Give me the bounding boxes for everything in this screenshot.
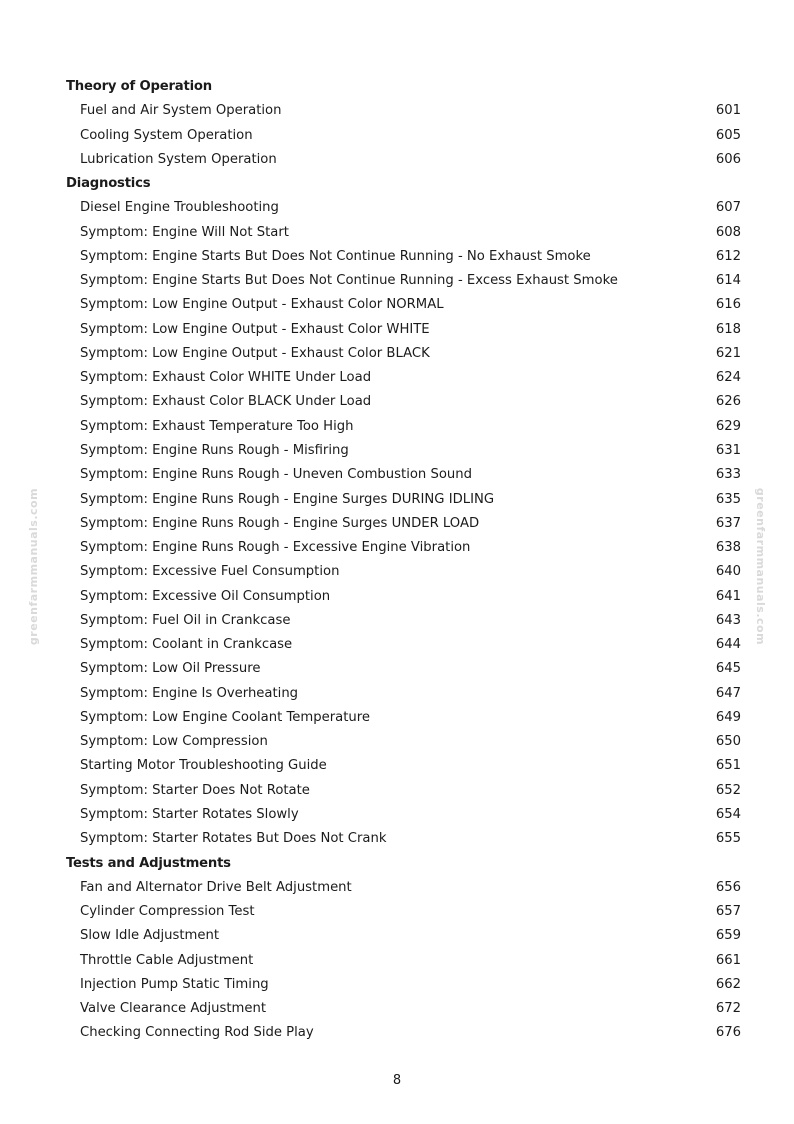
entry-page-number: 601 xyxy=(715,103,741,119)
entry-title: Symptom: Engine Runs Rough - Engine Surges DURING IDLING xyxy=(80,491,495,507)
entry-title: Throttle Cable Adjustment xyxy=(80,952,254,968)
entry-page-number: 654 xyxy=(715,806,741,822)
toc-entry[interactable] xyxy=(0,342,794,366)
section-title: Tests and Adjustments xyxy=(66,855,231,871)
entry-title: Symptom: Engine Runs Rough - Uneven Combustion Sound xyxy=(80,467,473,483)
entry-title: Symptom: Low Engine Output - Exhaust Color WHITE xyxy=(80,321,430,337)
toc-entry[interactable] xyxy=(0,779,794,803)
entry-page-number: 637 xyxy=(715,515,741,531)
entry-title: Injection Pump Static Timing xyxy=(80,976,269,992)
entry-title: Symptom: Starter Does Not Rotate xyxy=(80,782,310,798)
entry-page-number: 655 xyxy=(715,831,741,847)
entry-page-number: 616 xyxy=(715,297,741,313)
entry-page-number: 606 xyxy=(715,151,741,167)
entry-title: Symptom: Exhaust Color WHITE Under Load xyxy=(80,370,372,386)
toc-entry[interactable] xyxy=(0,997,794,1021)
entry-title: Symptom: Engine Starts But Does Not Continue Running - Excess Exhaust Smoke xyxy=(80,273,618,289)
toc-entry[interactable] xyxy=(0,318,794,342)
entry-title: Fuel and Air System Operation xyxy=(80,103,282,119)
toc-entry[interactable] xyxy=(0,803,794,827)
entry-page-number: 605 xyxy=(715,127,741,143)
toc-entry[interactable] xyxy=(0,973,794,997)
entry-title: Symptom: Starter Rotates But Does Not Crank xyxy=(80,831,387,847)
toc-entry[interactable] xyxy=(0,269,794,293)
section-title: Theory of Operation xyxy=(66,79,212,94)
toc-entry[interactable] xyxy=(0,512,794,536)
toc-entry[interactable] xyxy=(0,293,794,317)
entry-page-number: 618 xyxy=(715,321,741,337)
entry-page-number: 644 xyxy=(715,637,741,653)
entry-page-number: 649 xyxy=(715,709,741,725)
entry-title: Cylinder Compression Test xyxy=(80,904,255,920)
entry-page-number: 608 xyxy=(715,224,741,240)
entry-title: Fan and Alternator Drive Belt Adjustment xyxy=(80,879,352,895)
entry-page-number: 651 xyxy=(715,758,741,774)
toc-section-heading xyxy=(0,75,794,99)
entry-title: Symptom: Engine Runs Rough - Engine Surges UNDER LOAD xyxy=(80,515,480,531)
toc-entry[interactable] xyxy=(0,609,794,633)
toc-entry[interactable] xyxy=(0,827,794,851)
entry-title: Valve Clearance Adjustment xyxy=(80,1001,267,1017)
entry-page-number: 661 xyxy=(715,952,741,968)
entry-page-number: 633 xyxy=(715,467,741,483)
entry-title: Symptom: Engine Runs Rough - Misfiring xyxy=(80,442,349,458)
entry-title: Diesel Engine Troubleshooting xyxy=(80,200,279,216)
toc-entry[interactable] xyxy=(0,560,794,584)
toc-entry[interactable] xyxy=(0,463,794,487)
toc-entry[interactable] xyxy=(0,900,794,924)
toc-entry[interactable] xyxy=(0,876,794,900)
entry-page-number: 647 xyxy=(715,685,741,701)
entry-title: Symptom: Fuel Oil in Crankcase xyxy=(80,612,291,628)
entry-page-number: 656 xyxy=(715,879,741,895)
entry-title: Symptom: Starter Rotates Slowly xyxy=(80,806,299,822)
entry-title: Cooling System Operation xyxy=(80,127,253,143)
entry-page-number: 607 xyxy=(715,200,741,216)
toc-entry[interactable] xyxy=(0,245,794,269)
entry-page-number: 624 xyxy=(715,370,741,386)
toc-entry[interactable] xyxy=(0,585,794,609)
toc-entry[interactable] xyxy=(0,439,794,463)
entry-page-number: 643 xyxy=(715,612,741,628)
watermark-right: greenfarmmanuals.com xyxy=(753,487,767,646)
toc-entry[interactable] xyxy=(0,924,794,948)
entry-title: Symptom: Exhaust Temperature Too High xyxy=(80,418,354,434)
section-title: Diagnostics xyxy=(66,176,151,192)
toc-entry[interactable] xyxy=(0,415,794,439)
toc-entry[interactable] xyxy=(0,682,794,706)
entry-title: Symptom: Low Engine Coolant Temperature xyxy=(80,709,371,725)
entry-title: Checking Connecting Rod Side Play xyxy=(80,1025,314,1041)
entry-page-number: 640 xyxy=(715,564,741,580)
toc-entry[interactable] xyxy=(0,124,794,148)
entry-title: Symptom: Low Oil Pressure xyxy=(80,661,261,677)
entry-page-number: 672 xyxy=(715,1001,741,1017)
toc-entry[interactable] xyxy=(0,390,794,414)
toc-entry[interactable] xyxy=(0,221,794,245)
entry-title: Slow Idle Adjustment xyxy=(80,928,220,944)
entry-title: Symptom: Low Engine Output - Exhaust Color BLACK xyxy=(80,345,430,361)
toc-entry[interactable] xyxy=(0,488,794,512)
entry-title: Symptom: Engine Will Not Start xyxy=(80,224,289,240)
table-of-contents xyxy=(0,75,794,1046)
toc-section-heading xyxy=(0,852,794,876)
entry-page-number: 641 xyxy=(715,588,741,604)
toc-entry[interactable] xyxy=(0,949,794,973)
entry-page-number: 621 xyxy=(715,345,741,361)
toc-entry[interactable] xyxy=(0,366,794,390)
entry-page-number: 635 xyxy=(715,491,741,507)
entry-page-number: 638 xyxy=(715,540,741,556)
entry-page-number: 676 xyxy=(715,1025,741,1041)
entry-title: Symptom: Excessive Fuel Consumption xyxy=(80,564,340,580)
entry-title: Symptom: Excessive Oil Consumption xyxy=(80,588,331,604)
entry-page-number: 614 xyxy=(715,273,741,289)
entry-page-number: 659 xyxy=(715,928,741,944)
entry-page-number: 662 xyxy=(715,976,741,992)
entry-title: Symptom: Engine Is Overheating xyxy=(80,685,299,701)
toc-entry[interactable] xyxy=(0,730,794,754)
entry-page-number: 657 xyxy=(715,904,741,920)
toc-entry[interactable] xyxy=(0,706,794,730)
toc-section-heading xyxy=(0,172,794,196)
toc-entry[interactable] xyxy=(0,754,794,778)
entry-page-number: 626 xyxy=(715,394,741,410)
entry-title: Starting Motor Troubleshooting Guide xyxy=(80,758,327,774)
entry-title: Symptom: Engine Starts But Does Not Continue Running - No Exhaust Smoke xyxy=(80,248,591,264)
entry-page-number: 629 xyxy=(715,418,741,434)
entry-title: Symptom: Low Engine Output - Exhaust Color NORMAL xyxy=(80,297,444,313)
toc-entry[interactable] xyxy=(0,196,794,220)
entry-page-number: 612 xyxy=(715,248,741,264)
entry-title: Symptom: Coolant in Crankcase xyxy=(80,637,293,653)
toc-entry[interactable] xyxy=(0,1021,794,1045)
entry-title: Symptom: Engine Runs Rough - Excessive Engine Vibration xyxy=(80,540,471,556)
entry-title: Symptom: Exhaust Color BLACK Under Load xyxy=(80,394,372,410)
entry-page-number: 645 xyxy=(715,661,741,677)
page-number: 8 xyxy=(392,1073,402,1088)
entry-page-number: 652 xyxy=(715,782,741,798)
watermark-left: greenfarmmanuals.com xyxy=(27,487,41,646)
entry-page-number: 631 xyxy=(715,442,741,458)
toc-entry[interactable] xyxy=(0,148,794,172)
toc-entry[interactable] xyxy=(0,536,794,560)
toc-entry[interactable] xyxy=(0,99,794,123)
entry-title: Symptom: Low Compression xyxy=(80,734,268,750)
entry-page-number: 650 xyxy=(715,734,741,750)
toc-entry[interactable] xyxy=(0,657,794,681)
toc-entry[interactable] xyxy=(0,633,794,657)
entry-title: Lubrication System Operation xyxy=(80,151,277,167)
